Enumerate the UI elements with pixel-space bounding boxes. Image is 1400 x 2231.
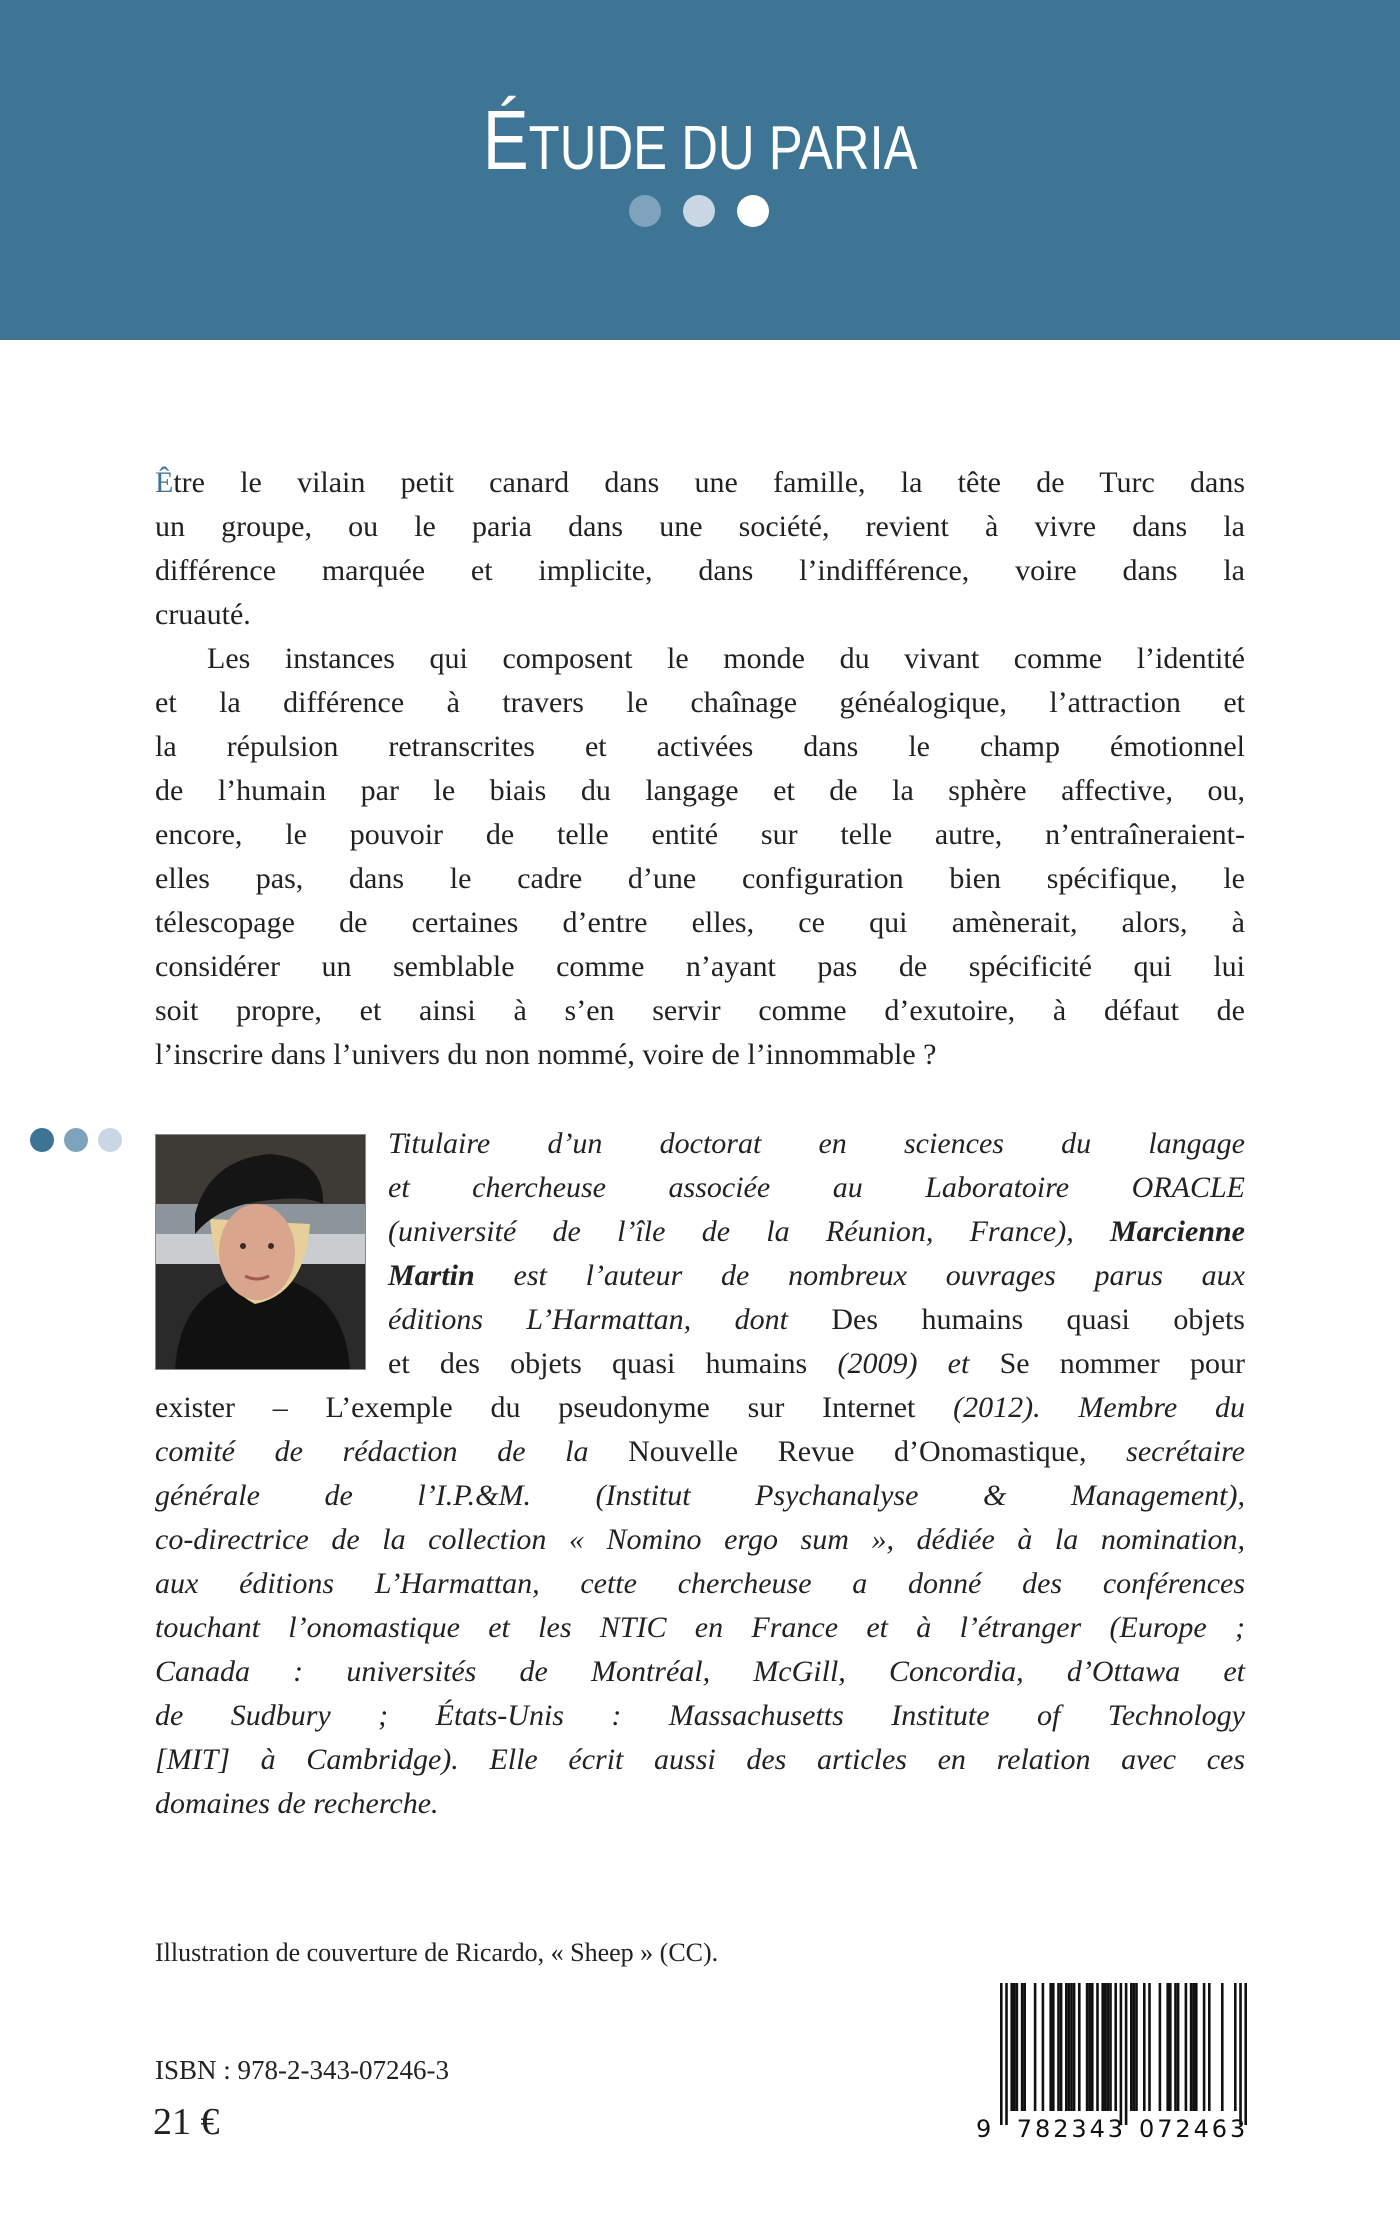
- bio-line: [388, 1298, 1245, 1342]
- bio-text: Canada : universités de Montréal, McGill, Concordia, d’Ottawa et: [155, 1655, 1245, 1688]
- barcode-bar: [1086, 1983, 1089, 2111]
- barcode-bar: [1104, 1983, 1107, 2111]
- barcode-bar: [1068, 1983, 1071, 2111]
- barcode-bar: [1042, 1983, 1045, 2111]
- barcode-digit: 2: [1175, 2115, 1191, 2143]
- summary-line-text: la répulsion retranscrites et activées dans le champ émotionnel: [155, 730, 1245, 763]
- barcode-bar: [1159, 1983, 1162, 2111]
- bio-text: Marcienne: [1110, 1215, 1245, 1248]
- summary-line: [155, 725, 1245, 769]
- barcode-bar: [1143, 1983, 1146, 2111]
- summary-line-text: tre le vilain petit canard dans une famille, la tête de Turc dans: [173, 466, 1245, 499]
- summary-line: [155, 593, 1245, 637]
- illustration-credit: Illustration de couverture de Ricardo, « Sheep » (CC).: [155, 1938, 719, 1967]
- summary-line-text: soit propre, et ainsi à s’en servir comme d’exutoire, à défaut de: [155, 994, 1245, 1027]
- barcode-bar: [1221, 1983, 1224, 2111]
- bio-text: générale de l’I.P.&M. (Institut Psychanalyse & Management),: [155, 1479, 1245, 1512]
- bio-text: Des humains quasi objets: [831, 1303, 1245, 1336]
- summary-line: [155, 769, 1245, 813]
- barcode-bar: [1005, 1983, 1008, 2125]
- summary-line-text: cruauté.: [155, 598, 251, 631]
- author-biography: [155, 1122, 1245, 1826]
- summary-line: [155, 1033, 1245, 1077]
- barcode-digit: 9: [976, 2115, 992, 2143]
- bio-text: Nouvelle Revue d’Onomastique,: [628, 1435, 1127, 1468]
- barcode-bar: [1070, 1983, 1073, 2111]
- barcode-bar: [1060, 1983, 1063, 2111]
- isbn: ISBN : 978-2-343-07246-3: [155, 2055, 449, 2085]
- author-dot: [30, 1128, 54, 1152]
- barcode-bar: [1078, 1983, 1081, 2111]
- bio-text: est l’auteur de nombreux ouvrages parus aux: [474, 1259, 1245, 1292]
- summary-line-text: encore, le pouvoir de telle entité sur telle autre, n’entraîneraient-: [155, 818, 1245, 851]
- barcode-bar: [1169, 1983, 1172, 2111]
- summary-line-text: et la différence à travers le chaînage généalogique, l’attraction et: [155, 686, 1245, 719]
- barcode-bar: [1109, 1983, 1112, 2111]
- barcode-bar: [1192, 1983, 1195, 2111]
- summary-line-text: de l’humain par le biais du langage et de la sphère affective, ou,: [155, 774, 1245, 807]
- bio-line: [155, 1386, 1245, 1430]
- barcode-bar: [1034, 1983, 1037, 2111]
- barcode-bar: [1021, 1983, 1024, 2111]
- bio-text: (2009) et: [837, 1347, 1000, 1380]
- barcode-bar: [1073, 1983, 1076, 2111]
- barcode-digit: 7: [1016, 2115, 1033, 2143]
- summary-line-text: considérer un semblable comme n’ayant pas de spécificité qui lui: [155, 950, 1245, 983]
- barcode-bar: [1177, 1983, 1180, 2111]
- header-dots-ornament: [629, 195, 769, 227]
- summary-line: [155, 549, 1245, 593]
- summary-line: [155, 505, 1245, 549]
- author-dots-ornament: [30, 1128, 122, 1152]
- back-cover-summary: [155, 461, 1245, 1077]
- barcode-bar: [1023, 1983, 1026, 2111]
- barcode-bar: [1120, 1983, 1123, 2125]
- bio-text: (université de l’île de la Réunion, France),: [388, 1215, 1110, 1248]
- barcode-bar: [1049, 1983, 1052, 2111]
- barcode-bar: [1096, 1983, 1099, 2111]
- summary-line: [155, 945, 1245, 989]
- barcode-bar: [1101, 1983, 1104, 2111]
- barcode-bar: [1013, 1983, 1016, 2111]
- barcode-bar: [1195, 1983, 1198, 2111]
- barcode-bar: [1000, 1983, 1003, 2125]
- barcode-bar: [1244, 1983, 1247, 2125]
- bio-line: [155, 1430, 1245, 1474]
- bio-text: Se nommer pour: [999, 1347, 1245, 1380]
- bio-line: [155, 1782, 1245, 1826]
- bio-text: aux éditions L’Harmattan, cette chercheuse a donné des conférences: [155, 1567, 1245, 1600]
- barcode-digit: 3: [1107, 2115, 1124, 2143]
- drop-letter: Ê: [155, 466, 174, 499]
- bio-text: comité de rédaction de la: [155, 1435, 629, 1468]
- title-rest: TUDE DU PARIA: [528, 114, 918, 183]
- bio-line: [388, 1342, 1245, 1386]
- summary-line: [155, 637, 1245, 681]
- author-dot: [64, 1128, 88, 1152]
- barcode-bar: [1135, 1983, 1138, 2111]
- barcode-bar: [1190, 1983, 1193, 2111]
- barcode-bar: [1234, 1983, 1237, 2111]
- bio-line: [155, 1694, 1245, 1738]
- summary-line-text: l’inscrire dans l’univers du non nommé, voire de l’innommable ?: [155, 1038, 937, 1071]
- header-dot: [737, 195, 769, 227]
- barcode-digit: 2: [1053, 2115, 1069, 2143]
- bio-line: [155, 1562, 1245, 1606]
- barcode-bar: [1091, 1983, 1094, 2111]
- summary-line: [155, 813, 1245, 857]
- summary-line-text: Les instances qui composent le monde du vivant comme l’identité: [207, 642, 1245, 675]
- bio-text: touchant l’onomastique et les NTIC en France et à l’étranger (Europe ;: [155, 1611, 1245, 1644]
- barcode-bar: [1114, 1983, 1117, 2111]
- barcode-bar: [1208, 1983, 1211, 2111]
- summary-line: [155, 681, 1245, 725]
- barcode-digit: 8: [1035, 2115, 1051, 2143]
- bio-text: secrétaire: [1126, 1435, 1245, 1468]
- bio-line: [155, 1738, 1245, 1782]
- book-title: [0, 92, 1400, 189]
- bio-text: exister – L’exemple du pseudonyme sur Internet: [155, 1391, 954, 1424]
- summary-line-text: elles pas, dans le cadre d’une configuration bien spécifique, le: [155, 862, 1245, 895]
- barcode-bar: [1174, 1983, 1177, 2111]
- barcode-bar: [1010, 1983, 1013, 2111]
- title-initial: É: [482, 93, 529, 187]
- barcode-bar: [1125, 1983, 1128, 2125]
- barcode-digit: 7: [1157, 2115, 1173, 2143]
- barcode-bar: [1016, 1983, 1019, 2111]
- summary-line-text: différence marquée et implicite, dans l’indifférence, voire dans la: [155, 554, 1245, 587]
- price: 21 €: [153, 2101, 220, 2143]
- summary-line: [155, 901, 1245, 945]
- barcode-bar: [1185, 1983, 1188, 2111]
- bio-text: de Sudbury ; États-Unis : Massachusetts Institute of Technology: [155, 1699, 1245, 1732]
- bio-text: Martin: [388, 1259, 475, 1292]
- barcode-digit: 3: [1230, 2115, 1246, 2143]
- header-dot: [683, 195, 715, 227]
- barcode-digit: 6: [1211, 2115, 1228, 2143]
- barcode-bar: [1130, 1983, 1133, 2111]
- barcode-digit: 0: [1139, 2115, 1155, 2143]
- bio-text: (2012). Membre du: [953, 1391, 1246, 1424]
- summary-line: [155, 989, 1245, 1033]
- bio-text: Titulaire d’un doctorat en sciences du langage: [388, 1127, 1245, 1160]
- summary-line-text: un groupe, ou le paria dans une société, revient à vivre dans la: [155, 510, 1245, 543]
- barcode-bar: [1065, 1983, 1068, 2111]
- header-dot: [629, 195, 661, 227]
- barcode-digit: 4: [1193, 2115, 1209, 2143]
- bio-text: [MIT] à Cambridge). Elle écrit aussi des articles en relation avec ces: [155, 1743, 1245, 1776]
- bio-text: éditions L’Harmattan, dont: [388, 1303, 832, 1336]
- barcode-bar: [1057, 1983, 1060, 2111]
- bio-line: [155, 1606, 1245, 1650]
- bio-line: [388, 1166, 1245, 1210]
- bio-line: [155, 1474, 1245, 1518]
- barcode-bar: [1107, 1983, 1110, 2111]
- bio-text: et des objets quasi humains: [388, 1347, 838, 1380]
- barcode-bar: [1203, 1983, 1206, 2111]
- barcode-bar: [1088, 1983, 1091, 2111]
- bio-line: [388, 1254, 1245, 1298]
- author-dot: [98, 1128, 122, 1152]
- summary-line: [155, 461, 1245, 505]
- isbn-barcode: [960, 1975, 1260, 2145]
- bio-line: [388, 1122, 1245, 1166]
- summary-line: [155, 857, 1245, 901]
- barcode-bar: [1239, 1983, 1242, 2125]
- barcode-bar: [1166, 1983, 1169, 2111]
- bio-line: [155, 1518, 1245, 1562]
- barcode-bar: [1133, 1983, 1136, 2111]
- bio-line: [388, 1210, 1245, 1254]
- cover-header-band: [0, 0, 1400, 340]
- barcode-digit: 4: [1089, 2115, 1105, 2143]
- barcode-digit: 3: [1071, 2115, 1087, 2143]
- bio-text: et chercheuse associée au Laboratoire ORACLE: [388, 1171, 1245, 1204]
- bio-text: co-directrice de la collection « Nomino ergo sum », dédiée à la nomination,: [155, 1523, 1245, 1556]
- bio-line: [155, 1650, 1245, 1694]
- summary-line-text: télescopage de certaines d’entre elles, ce qui amènerait, alors, à: [155, 906, 1245, 939]
- bio-text: domaines de recherche.: [155, 1787, 439, 1820]
- barcode-bar: [1148, 1983, 1151, 2111]
- barcode-bar: [1052, 1983, 1055, 2111]
